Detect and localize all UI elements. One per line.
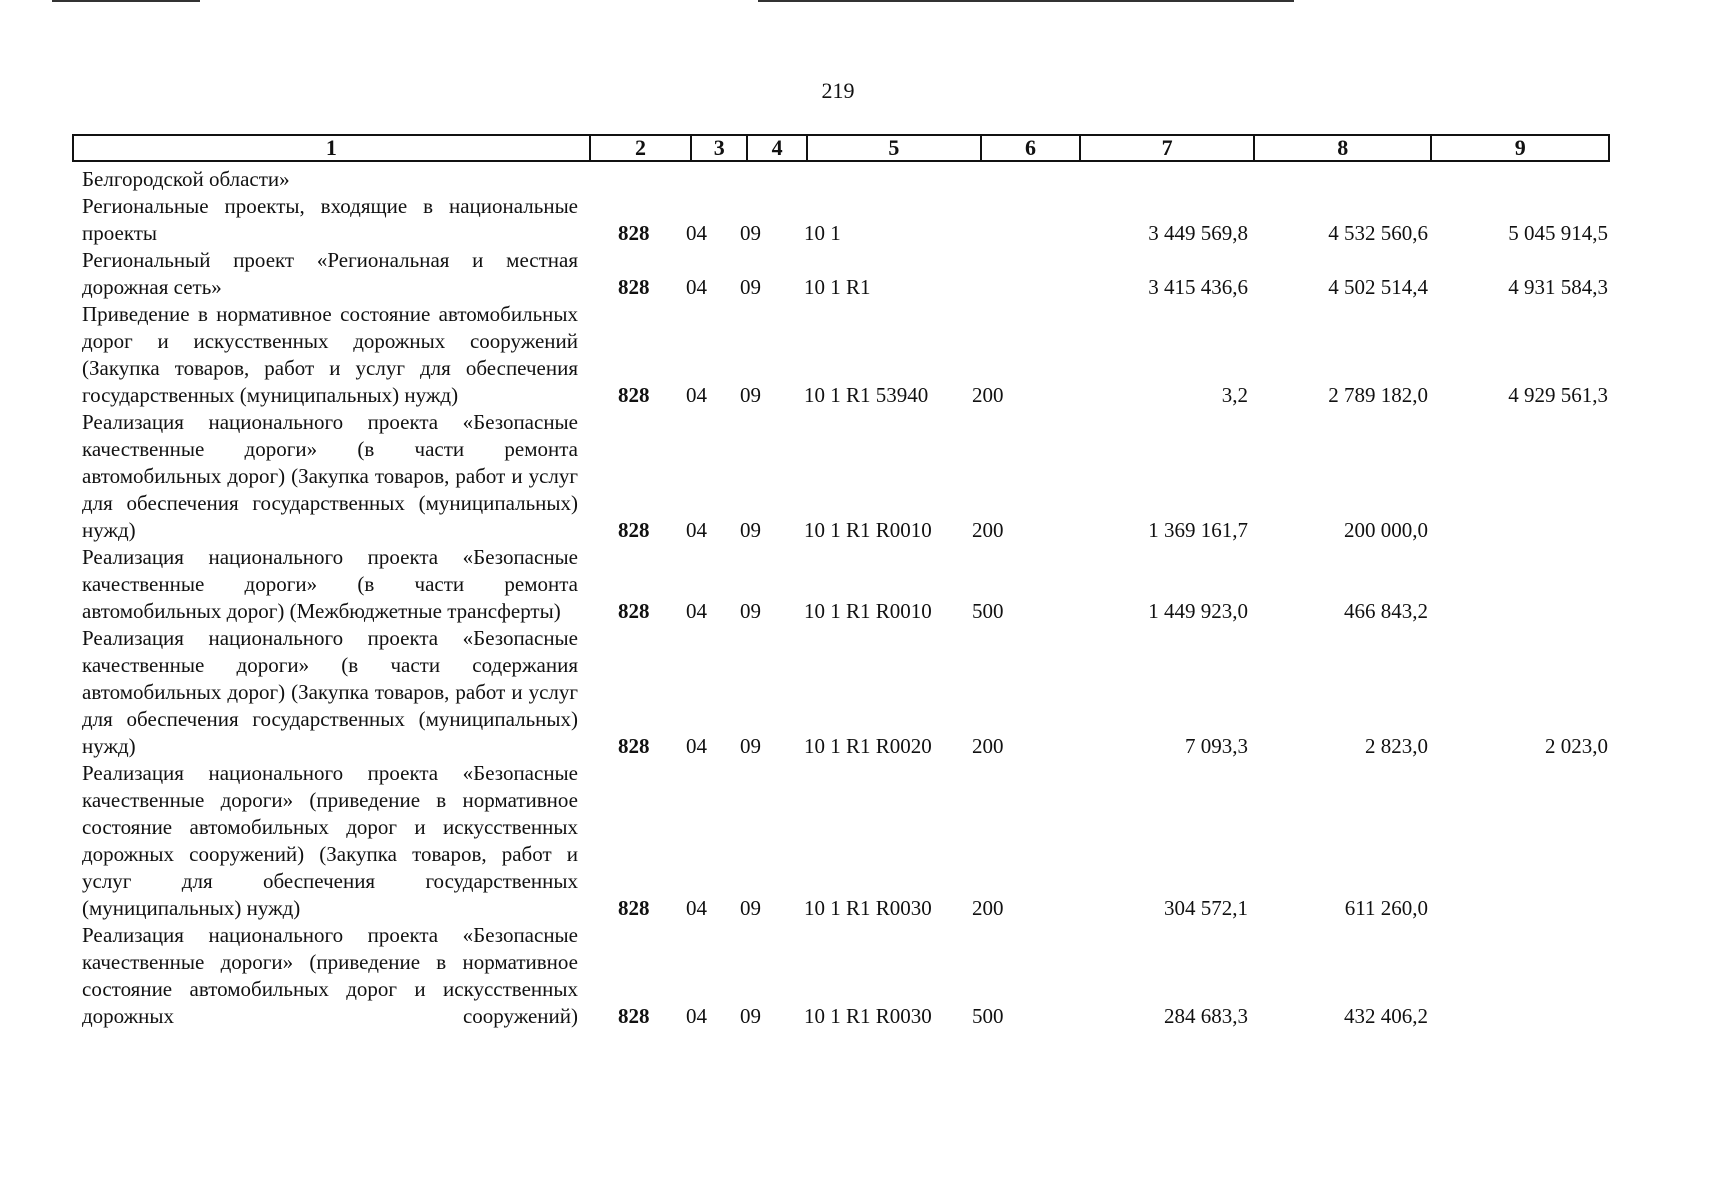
table-row	[82, 193, 1612, 247]
cell-col-2: 828	[618, 383, 650, 407]
cell-col-8: 4 532 560,6	[1328, 221, 1428, 245]
column-header-1: 1	[74, 136, 591, 160]
cell-col-9: 4 929 561,3	[1508, 383, 1608, 407]
table-body	[82, 166, 1612, 1030]
cell-col-8: 200 000,0	[1344, 518, 1428, 542]
column-header-3: 3	[692, 136, 748, 160]
cell-col-8: 611 260,0	[1344, 896, 1428, 920]
cell-col-5: 10 1 R1 R0030	[804, 1004, 932, 1028]
table-row	[82, 166, 1612, 193]
row-name: Реализация национального проекта «Безопасные качественные дороги» (приведение в нормативное состояние автомобильных дорог и искусственных дорожных сооружений) (Закупка товаров, работ и услуг для обеспечения государственных (муниципальных) нужд)	[82, 761, 578, 920]
row-name: Реализация национального проекта «Безопасные качественные дороги» (в части ремонта автомобильных дорог) (Межбюджетные трансферты)	[82, 545, 578, 623]
cell-col-4: 09	[740, 1004, 761, 1028]
scan-edge-line	[52, 0, 200, 2]
cell-col-7: 284 683,3	[1164, 1004, 1248, 1028]
cell-col-5: 10 1 R1 R0010	[804, 599, 932, 623]
cell-col-9: 4 931 584,3	[1508, 275, 1608, 299]
cell-col-9: 5 045 914,5	[1508, 221, 1608, 245]
row-name: Приведение в нормативное состояние автомобильных дорог и искусственных дорожных сооружений (Закупка товаров, работ и услуг для обеспечения государственных (муниципальных) нужд)	[82, 302, 578, 407]
cell-col-4: 09	[740, 383, 761, 407]
cell-col-2: 828	[618, 896, 650, 920]
cell-col-5: 10 1 R1 R0030	[804, 896, 932, 920]
row-name: Реализация национального проекта «Безопасные качественные дороги» (в части ремонта автомобильных дорог) (Закупка товаров, работ и услуг для обеспечения государственных (муниципальных) нужд)	[82, 410, 578, 542]
cell-col-2: 828	[618, 275, 650, 299]
column-header-5: 5	[808, 136, 982, 160]
cell-col-2: 828	[618, 221, 650, 245]
table-row	[82, 247, 1612, 301]
cell-col-5: 10 1 R1 R0020	[804, 734, 932, 758]
table-row	[82, 544, 1612, 625]
column-header-4: 4	[748, 136, 808, 160]
cell-col-6: 200	[972, 896, 1004, 920]
table-header	[72, 134, 1610, 162]
cell-col-2: 828	[618, 734, 650, 758]
cell-col-7: 304 572,1	[1164, 896, 1248, 920]
cell-col-3: 04	[686, 221, 707, 245]
cell-col-5: 10 1 R1 R0010	[804, 518, 932, 542]
column-header-2: 2	[591, 136, 693, 160]
page-number: 219	[821, 78, 855, 103]
cell-col-8: 466 843,2	[1344, 599, 1428, 623]
table-row	[82, 301, 1612, 409]
row-name: Региональный проект «Региональная и местная дорожная сеть»	[82, 248, 578, 299]
column-header-6: 6	[982, 136, 1082, 160]
cell-col-2: 828	[618, 518, 650, 542]
cell-col-9: 2 023,0	[1545, 734, 1608, 758]
cell-col-7: 3,2	[1221, 383, 1248, 407]
cell-col-6: 500	[972, 1004, 1004, 1028]
cell-col-7: 1 369 161,7	[1148, 518, 1248, 542]
cell-col-2: 828	[618, 1004, 650, 1028]
cell-col-4: 09	[740, 896, 761, 920]
table-row	[82, 760, 1612, 922]
cell-col-4: 09	[740, 275, 761, 299]
row-name: Белгородской области»	[82, 167, 290, 191]
cell-col-5: 10 1 R1 53940	[804, 383, 929, 407]
cell-col-8: 4 502 514,4	[1328, 275, 1428, 299]
table-row	[82, 409, 1612, 544]
cell-col-7: 7 093,3	[1185, 734, 1248, 758]
cell-col-6: 200	[972, 734, 1004, 758]
cell-col-3: 04	[686, 734, 707, 758]
cell-col-6: 500	[972, 599, 1004, 623]
column-header-9: 9	[1514, 135, 1526, 160]
cell-col-4: 09	[740, 518, 761, 542]
row-name: Региональные проекты, входящие в национальные проекты	[82, 194, 578, 245]
cell-col-3: 04	[686, 275, 707, 299]
cell-col-8: 2 789 182,0	[1328, 383, 1428, 407]
row-name: Реализация национального проекта «Безопасные качественные дороги» (в части содержания автомобильных дорог) (Закупка товаров, работ и услуг для обеспечения государственных (муниципальных) нужд)	[82, 626, 578, 758]
cell-col-5: 10 1	[804, 221, 841, 245]
cell-col-6: 200	[972, 383, 1004, 407]
cell-col-4: 09	[740, 599, 761, 623]
scan-edge-line	[758, 0, 1294, 2]
cell-col-2: 828	[618, 599, 650, 623]
row-name: Реализация национального проекта «Безопасные качественные дороги» (приведение в нормативное состояние автомобильных дорог и искусственных дорожных сооружений)	[82, 923, 578, 1028]
cell-col-3: 04	[686, 599, 707, 623]
table-row	[82, 922, 1612, 1030]
cell-col-7: 1 449 923,0	[1148, 599, 1248, 623]
column-header-8: 8	[1255, 136, 1433, 160]
cell-col-4: 09	[740, 734, 761, 758]
cell-col-3: 04	[686, 1004, 707, 1028]
cell-col-8: 432 406,2	[1344, 1004, 1428, 1028]
column-header-7: 7	[1081, 136, 1255, 160]
cell-col-4: 09	[740, 221, 761, 245]
cell-col-8: 2 823,0	[1365, 734, 1428, 758]
cell-col-7: 3 415 436,6	[1148, 275, 1248, 299]
cell-col-3: 04	[686, 383, 707, 407]
cell-col-5: 10 1 R1	[804, 275, 871, 299]
cell-col-6: 200	[972, 518, 1004, 542]
cell-col-7: 3 449 569,8	[1148, 221, 1248, 245]
cell-col-3: 04	[686, 896, 707, 920]
cell-col-3: 04	[686, 518, 707, 542]
table-row	[82, 625, 1612, 760]
